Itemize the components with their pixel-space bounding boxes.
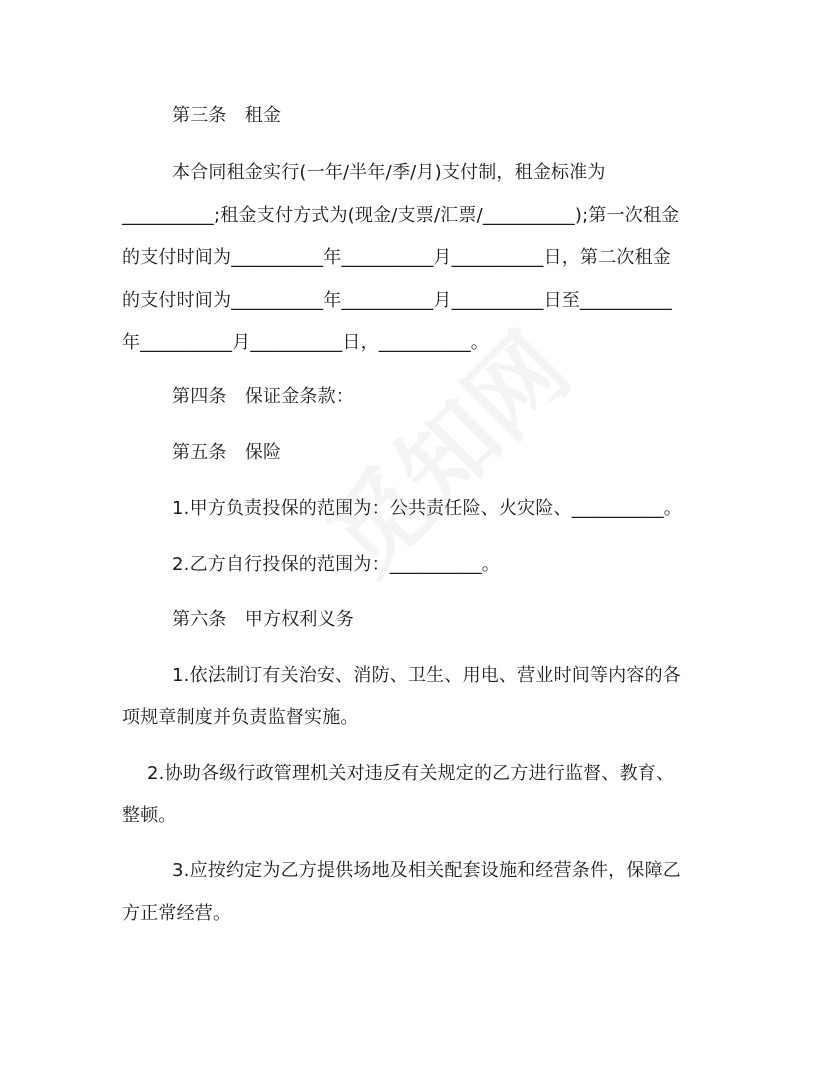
article-6-heading: 第六条 甲方权利义务 <box>172 609 354 630</box>
article-3-line-4: 的支付时间为__________年__________月__________日至__________ <box>122 290 672 311</box>
article-6-item-3-line-2: 方正常经营。 <box>122 903 232 924</box>
article-6-item-1-line-1: 1.依法制订有关治安、消防、卫生、用电、营业时间等内容的各 <box>172 665 681 686</box>
article-5-heading: 第五条 保险 <box>172 442 282 463</box>
article-3-line-2: __________;租金支付方式为(现金/支票/汇票/__________);第一次租金 <box>122 205 680 226</box>
article-3-line-5: 年__________月__________日，__________。 <box>122 332 489 353</box>
article-4-heading: 第四条 保证金条款： <box>172 386 354 407</box>
article-6-item-3-line-1: 3.应按约定为乙方提供场地及相关配套设施和经营条件，保障乙 <box>172 860 681 881</box>
article-6-item-1-line-2: 项规章制度并负责监督实施。 <box>122 707 359 728</box>
article-3-heading: 第三条 租金 <box>172 105 282 126</box>
article-5-item-1: 1.甲方负责投保的范围为：公共责任险、火灾险、__________。 <box>172 498 682 519</box>
article-5-item-2: 2.乙方自行投保的范围为：__________。 <box>172 554 500 575</box>
article-6-item-2-line-2: 整顿。 <box>122 805 177 826</box>
article-3-line-1: 本合同租金实行(一年/半年/季/月)支付制，租金标准为 <box>172 162 606 183</box>
article-6-item-2-line-1: 2.协助各级行政管理机关对违反有关规定的乙方进行监督、教育、 <box>147 763 675 784</box>
article-3-line-3: 的支付时间为__________年__________月__________日，第二次租金 <box>122 247 671 268</box>
